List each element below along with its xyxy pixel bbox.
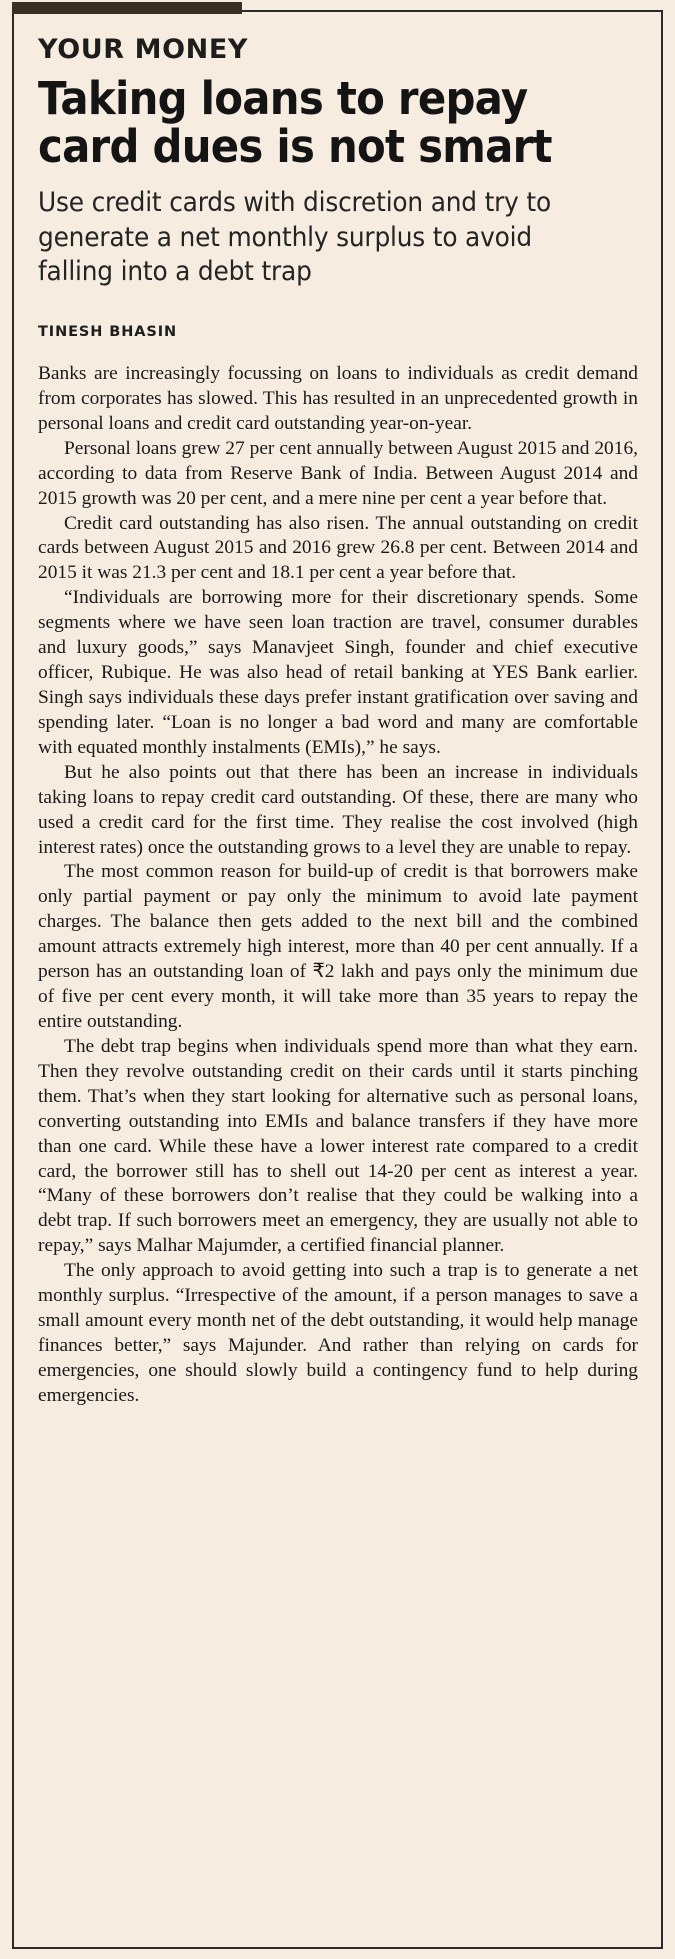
body-paragraph: Banks are increasingly focussing on loans to individuals as credit demand from corporates has slowed. This has resulted in an unprecedented growth in personal loans and credit card outstanding year-on-year. bbox=[38, 363, 638, 434]
article-body bbox=[38, 362, 638, 1409]
article-byline: TINESH BHASIN bbox=[38, 324, 178, 341]
headline-line-2: card dues is not smart bbox=[38, 119, 552, 173]
body-paragraph: The debt trap begins when individuals spend more than what they earn. Then they revolve outstanding credit on their cards until it starts pinching them. That’s when they start looking for alternative such as personal loans, converting outstanding into EMIs and balance transfers if they have more than one card. While these have a lower interest rate compared to a credit card, the borrower still has to shell out 14-20 per cent as interest a year. “Many of these borrowers don’t realise that they could be walking into a debt trap. If such borrowers meet an emergency, they are usually not able to repay,” says Malhar Majumder, a certified financial planner. bbox=[38, 1035, 638, 1257]
page-title bbox=[38, 72, 596, 173]
top-left-accent-bar bbox=[12, 2, 242, 14]
body-paragraph: Credit card outstanding has also risen. The annual outstanding on credit cards between August 2015 and 2016 grew 26.8 per cent. Between 2014 and 2015 it was 21.3 per cent and 18.1 per cent a year before that. bbox=[38, 512, 638, 584]
article-content bbox=[38, 34, 638, 1409]
body-paragraph: The most common reason for build-up of credit is that borrowers make only partial payment or pay only the minimum to avoid late payment charges. The balance then gets added to the next bill and the combined amount attracts extremely high interest, more than 40 per cent annually. If a person has an outstanding loan of ₹2 lakh and pays only the minimum due of five per cent every month, it will take more than 35 years to repay the entire outstanding. bbox=[38, 861, 638, 1032]
body-paragraph: Personal loans grew 27 per cent annually between August 2015 and 2016, according to data from Reserve Bank of India. Between August 2014 and 2015 growth was 20 per cent, and a mere nine per cent a year before that. bbox=[38, 437, 638, 509]
body-paragraph: But he also points out that there has been an increase in individuals taking loans to repay credit card outstanding. Of these, there are many who used a credit card for the first time. They realise the cost involved (high interest rates) once the outstanding grows to a level they are unable to repay. bbox=[38, 761, 638, 858]
body-paragraph: “Individuals are borrowing more for their discretionary spends. Some segments where we have seen loan traction are travel, consumer durables and luxury goods,” says Manavjeet Singh, founder and chief executive officer, Rubique. He was also head of retail banking at YES Bank earlier. Singh says individuals these days prefer instant gratification over saving and spending later. “Loan is no longer a bad word and many are comfortable with equated monthly instalments (EMIs),” he says. bbox=[38, 587, 638, 758]
body-paragraph: The only approach to avoid getting into such a trap is to generate a net monthly surplus. “Irrespective of the amount, if a person manages to save a small amount every month net of the debt outstanding, it would help manage finances better,” says Majunder. And rather than relying on cards for emergencies, one should slowly build a contingency fund to help during emergencies. bbox=[38, 1260, 638, 1406]
headline-line-1: Taking loans to repay bbox=[38, 72, 528, 125]
section-kicker: YOUR MONEY bbox=[38, 34, 249, 65]
article-standfirst: Use credit cards with discretion and try to generate a net monthly surplus to avoid falling into a debt trap bbox=[38, 187, 551, 288]
